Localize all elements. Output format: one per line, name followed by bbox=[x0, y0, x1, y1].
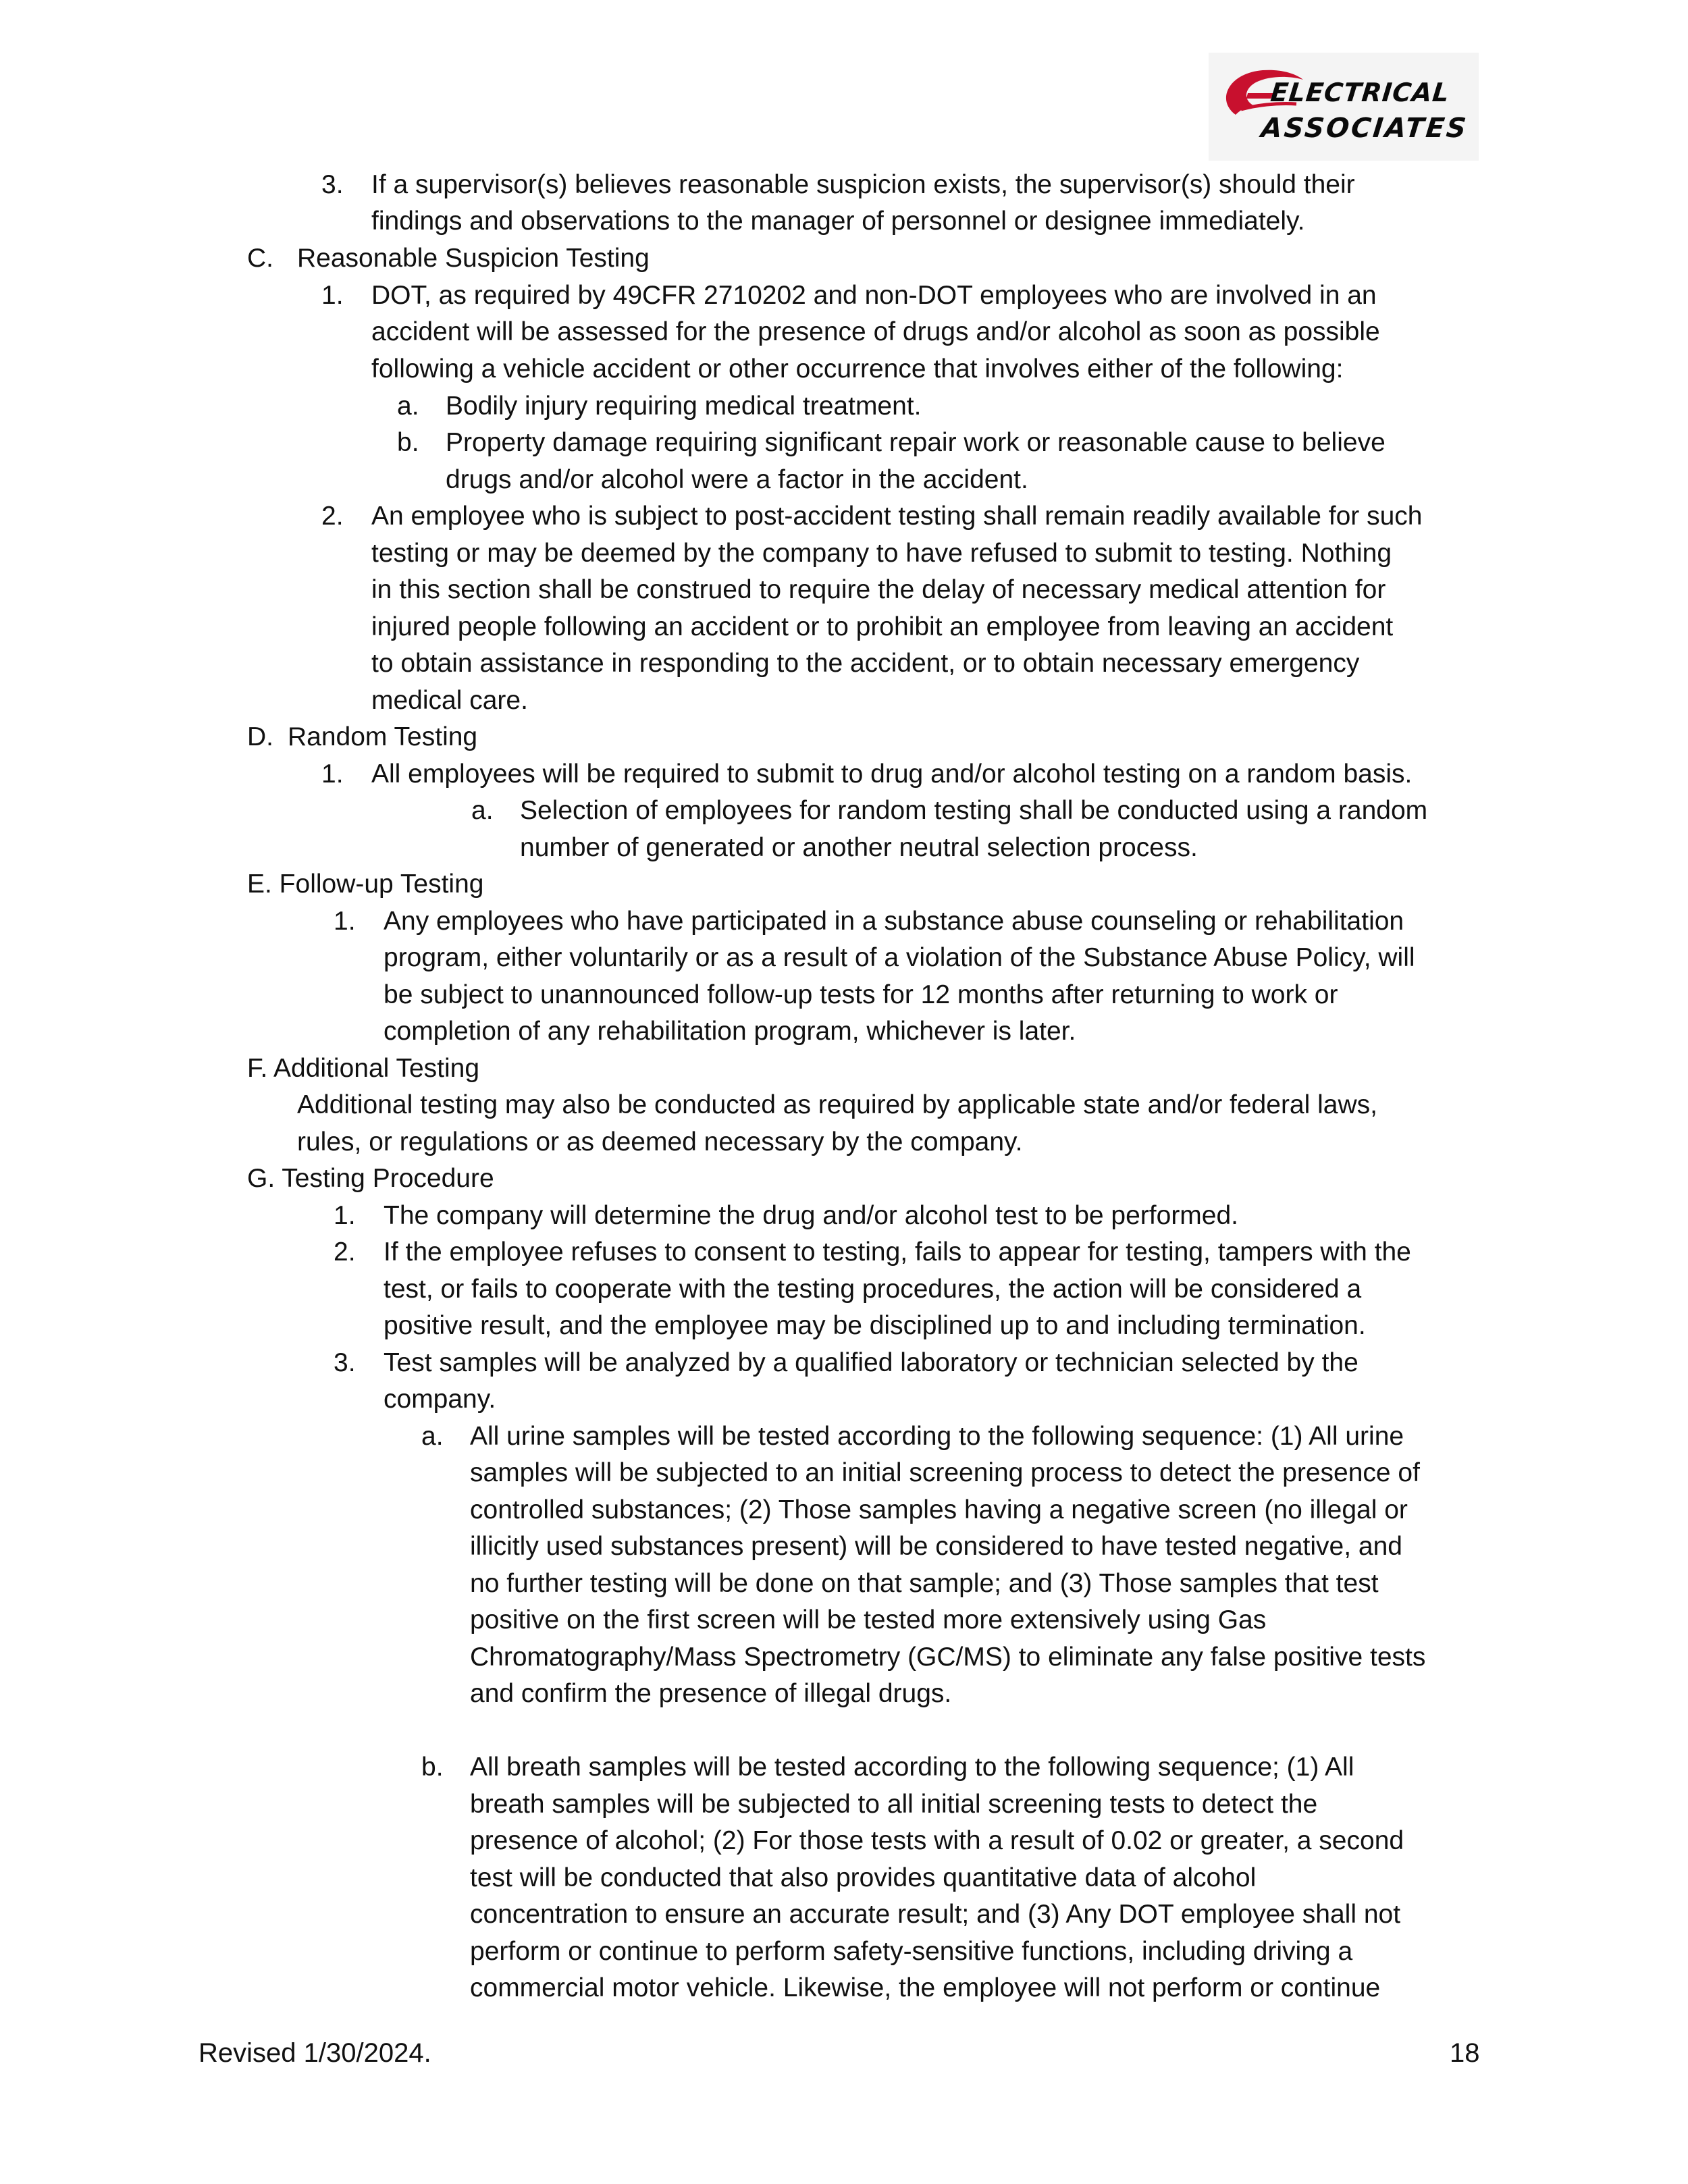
text-line: accident will be assessed for the presence of drugs and/or alcohol as soon as possible bbox=[371, 317, 1380, 346]
text-line: All employees will be required to submit to drug and/or alcohol testing on a random basis. bbox=[371, 760, 1413, 789]
text-line: medical care. bbox=[371, 686, 528, 715]
text-line: All breath samples will be tested according to the following sequence; (1) All bbox=[470, 1753, 1354, 1782]
text-line: positive on the first screen will be tested more extensively using Gas bbox=[470, 1605, 1267, 1634]
list-label: 3. bbox=[321, 170, 344, 199]
text-line: Additional testing may also be conducted as required by applicable state and/or federal laws, bbox=[297, 1090, 1377, 1119]
text-line: no further testing will be done on that sample; and (3) Those samples that test bbox=[470, 1569, 1379, 1598]
company-logo bbox=[1209, 53, 1479, 161]
logo-text-line1: ELECTRICAL bbox=[1269, 78, 1452, 107]
text-line: to obtain assistance in responding to the accident, or to obtain necessary emergency bbox=[371, 649, 1360, 678]
list-label: a. bbox=[471, 796, 494, 825]
text-line: rules, or regulations or as deemed necessary by the company. bbox=[297, 1127, 1023, 1156]
text-line: following a vehicle accident or other occurrence that involves either of the following: bbox=[371, 354, 1344, 383]
text-line: breath samples will be subjected to all initial screening tests to detect the bbox=[470, 1790, 1318, 1819]
text-line: number of generated or another neutral selection process. bbox=[520, 833, 1198, 862]
list-label: 2. bbox=[321, 502, 344, 531]
list-label: 3. bbox=[334, 1348, 356, 1377]
list-label: a. bbox=[397, 392, 419, 421]
text-line: perform or continue to perform safety-sensitive functions, including driving a bbox=[470, 1937, 1353, 1966]
text-line: injured people following an accident or to prohibit an employee from leaving an accident bbox=[371, 612, 1394, 641]
text-line: commercial motor vehicle. Likewise, the employee will not perform or continue bbox=[470, 1973, 1381, 2002]
text-line: positive result, and the employee may be disciplined up to and including termination. bbox=[384, 1311, 1366, 1340]
text-line: drugs and/or alcohol were a factor in the accident. bbox=[446, 465, 1028, 494]
text-line: Chromatography/Mass Spectrometry (GC/MS) to eliminate any false positive tests bbox=[470, 1643, 1426, 1672]
text-line: be subject to unannounced follow-up tests for 12 months after returning to work or bbox=[384, 980, 1338, 1009]
text-line: Selection of employees for random testing shall be conducted using a random bbox=[520, 796, 1428, 825]
list-label: 1. bbox=[334, 1201, 356, 1230]
section-heading-d: Random Testing bbox=[288, 722, 478, 751]
text-line: company. bbox=[384, 1385, 496, 1414]
text-line: All urine samples will be tested according to the following sequence: (1) All urine bbox=[470, 1422, 1404, 1451]
section-label-c: C. bbox=[247, 244, 273, 273]
footer-revised-date: Revised 1/30/2024. bbox=[199, 2038, 431, 2068]
text-line: test will be conducted that also provides quantitative data of alcohol bbox=[470, 1863, 1257, 1892]
section-heading-g: G. Testing Procedure bbox=[247, 1164, 494, 1193]
text-line: findings and observations to the manager of personnel or designee immediately. bbox=[371, 207, 1305, 236]
text-line: If a supervisor(s) believes reasonable suspicion exists, the supervisor(s) should their bbox=[371, 170, 1355, 199]
list-label: a. bbox=[421, 1422, 444, 1451]
logo-text-line2: ASSOCIATES bbox=[1259, 113, 1470, 144]
list-label: 1. bbox=[334, 907, 356, 936]
text-line: Test samples will be analyzed by a qualified laboratory or technician selected by the bbox=[384, 1348, 1359, 1377]
section-heading-e: E. Follow-up Testing bbox=[247, 870, 484, 899]
text-line: program, either voluntarily or as a result of a violation of the Substance Abuse Policy, will bbox=[384, 943, 1415, 972]
page-number: 18 bbox=[1450, 2038, 1480, 2068]
text-line: and confirm the presence of illegal drugs. bbox=[470, 1679, 952, 1708]
text-line: An employee who is subject to post-accident testing shall remain readily available for such bbox=[371, 502, 1423, 531]
section-label-d: D. bbox=[247, 722, 273, 751]
list-label: 1. bbox=[321, 281, 344, 310]
text-line: Bodily injury requiring medical treatment. bbox=[446, 392, 922, 421]
text-line: presence of alcohol; (2) For those tests with a result of 0.02 or greater, a second bbox=[470, 1826, 1404, 1855]
text-line: The company will determine the drug and/or alcohol test to be performed. bbox=[384, 1201, 1239, 1230]
list-label: 2. bbox=[334, 1237, 356, 1267]
section-heading-f: F. Additional Testing bbox=[247, 1054, 480, 1083]
text-line: Property damage requiring significant repair work or reasonable cause to believe bbox=[446, 428, 1386, 457]
text-line: If the employee refuses to consent to testing, fails to appear for testing, tampers with the bbox=[384, 1237, 1411, 1267]
text-line: DOT, as required by 49CFR 2710202 and non-DOT employees who are involved in an bbox=[371, 281, 1377, 310]
text-line: testing or may be deemed by the company to have refused to submit to testing. Nothing bbox=[371, 539, 1392, 568]
text-line: Any employees who have participated in a substance abuse counseling or rehabilitation bbox=[384, 907, 1404, 936]
text-line: completion of any rehabilitation program, whichever is later. bbox=[384, 1017, 1076, 1046]
section-heading-c: Reasonable Suspicion Testing bbox=[297, 244, 650, 273]
list-label: b. bbox=[421, 1753, 444, 1782]
text-line: in this section shall be construed to require the delay of necessary medical attention for bbox=[371, 575, 1386, 604]
text-line: controlled substances; (2) Those samples having a negative screen (no illegal or bbox=[470, 1495, 1408, 1524]
text-line: concentration to ensure an accurate result; and (3) Any DOT employee shall not bbox=[470, 1900, 1401, 1929]
list-label: b. bbox=[397, 428, 419, 457]
text-line: samples will be subjected to an initial screening process to detect the presence of bbox=[470, 1458, 1420, 1487]
list-label: 1. bbox=[321, 760, 344, 789]
text-line: test, or fails to cooperate with the testing procedures, the action will be considered a bbox=[384, 1275, 1362, 1304]
text-line: illicitly used substances present) will be considered to have tested negative, and bbox=[470, 1532, 1402, 1561]
